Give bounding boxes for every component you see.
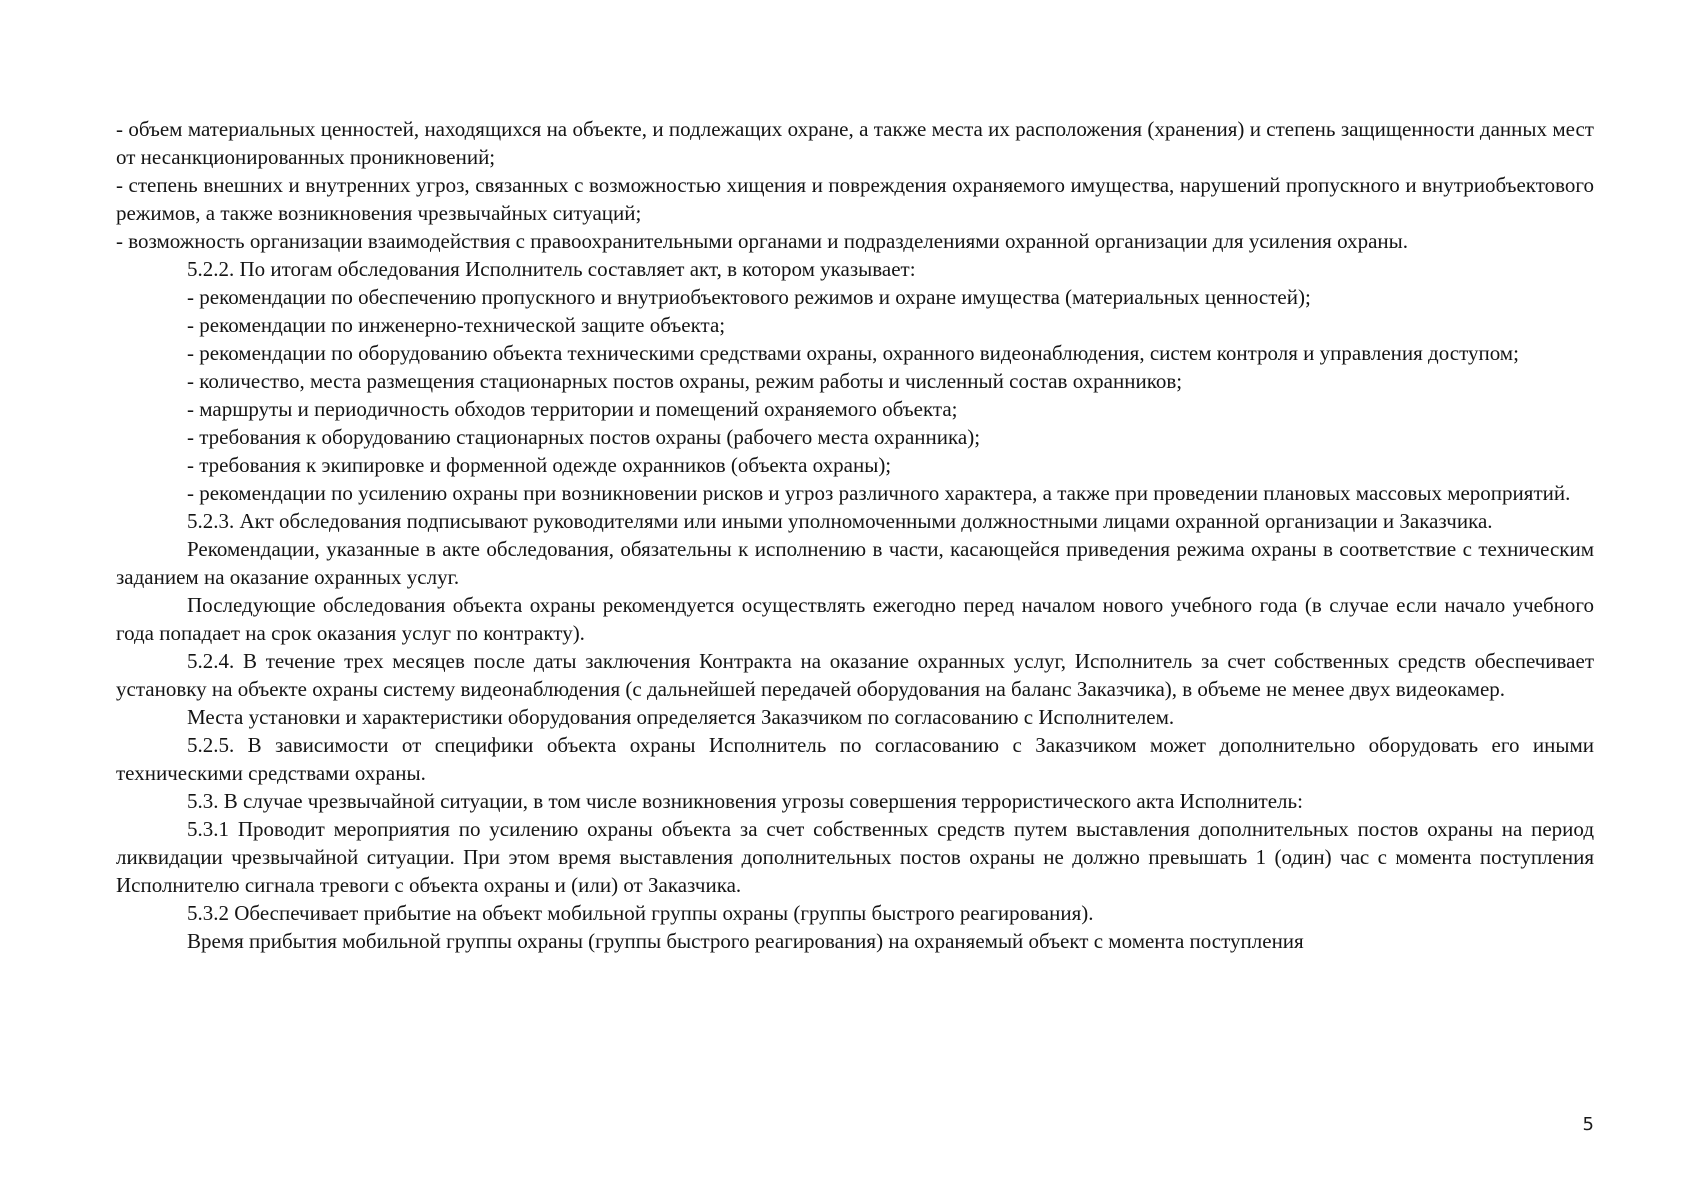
paragraph-5-2-5: 5.2.5. В зависимости от специфики объекта охраны Исполнитель по согласованию с Заказчиком может дополнительно оборудовать его иными техническими средствами охраны. [116,733,1594,785]
paragraph-posts-count: - количество, места размещения стационарных постов охраны, режим работы и численный состав охранников; [187,369,1183,393]
paragraph-assets-volume: - объем материальных ценностей, находящихся на объекте, и подлежащих охране, а также места их расположения (хранения) и степень защищенности данных мест от несанкционированных проникновений; [116,117,1594,169]
document-page [116,115,1594,955]
paragraph-5-3-1: 5.3.1 Проводит мероприятия по усилению охраны объекта за счет собственных средств путем выставления дополнительных постов охраны на период ликвидации чрезвычайной ситуации. При этом время выставления дополнительных постов охраны не должно превышать 1 (один) час с момента поступления Исполнителю сигнала тревоги с объекта охраны и (или) от Заказчика. [116,817,1594,897]
paragraph-patrol-routes: - маршруты и периодичность обходов территории и помещений охраняемого объекта; [187,397,958,421]
paragraph-threat-level: - степень внешних и внутренних угроз, связанных с возможностью хищения и повреждения охраняемого имущества, нарушений пропускного и внутриобъектового режимов, а также возникновения чрезвычайных ситуаций; [116,173,1594,225]
paragraph-engineering-protection: - рекомендации по инженерно-технической защите объекта; [187,313,726,337]
paragraph-recommendations-mandatory: Рекомендации, указанные в акте обследования, обязательны к исполнению в части, касающейся приведения режима охраны в соответствие с техническим заданием на оказание охранных услуг. [116,537,1594,589]
paragraph-5-2-3: 5.2.3. Акт обследования подписывают руководителями или иными уполномоченными должностными лицами охранной организации и Заказчика. [187,509,1493,533]
paragraph-5-2-2: 5.2.2. По итогам обследования Исполнитель составляет акт, в котором указывает: [187,257,916,281]
paragraph-post-equipment: - требования к оборудованию стационарных постов охраны (рабочего места охранника); [187,425,981,449]
paragraph-uniform-requirements: - требования к экипировке и форменной одежде охранников (объекта охраны); [187,453,892,477]
paragraph-annual-inspections: Последующие обследования объекта охраны рекомендуется осуществлять ежегодно перед началом нового учебного года (в случае если начало учебного года попадает на срок оказания услуг по контракту). [116,593,1594,645]
page-number: 5 [1582,1114,1594,1135]
paragraph-reinforcement: - рекомендации по усилению охраны при возникновении рисков и угроз различного характера, а также при проведении плановых массовых мероприятий. [187,481,1571,505]
paragraph-cooperation: - возможность организации взаимодействия с правоохранительными органами и подразделениями охранной организации для усиления охраны. [116,229,1408,253]
paragraph-5-3: 5.3. В случае чрезвычайной ситуации, в том числе возникновения угрозы совершения террористического акта Исполнитель: [187,789,1303,813]
paragraph-5-2-4: 5.2.4. В течение трех месяцев после даты заключения Контракта на оказание охранных услуг, Исполнитель за счет собственных средств обеспечивает установку на объекте охраны систему видеонаблюдения (с дальнейшей передачей оборудования на баланс Заказчика), в объеме не менее двух видеокамер. [116,649,1594,701]
paragraph-access-regime-recommendations: - рекомендации по обеспечению пропускного и внутриобъектового режимов и охране имущества (материальных ценностей); [187,285,1311,309]
paragraph-5-3-2: 5.3.2 Обеспечивает прибытие на объект мобильной группы охраны (группы быстрого реагирования). [187,901,1094,925]
paragraph-equipment-placement: Места установки и характеристики оборудования определяется Заказчиком по согласованию с Исполнителем. [187,705,1175,729]
paragraph-technical-means: - рекомендации по оборудованию объекта техническими средствами охраны, охранного видеонаблюдения, систем контроля и управления доступом; [187,341,1519,365]
paragraph-arrival-time: Время прибытия мобильной группы охраны (группы быстрого реагирования) на охраняемый объект с момента поступления [187,929,1304,953]
